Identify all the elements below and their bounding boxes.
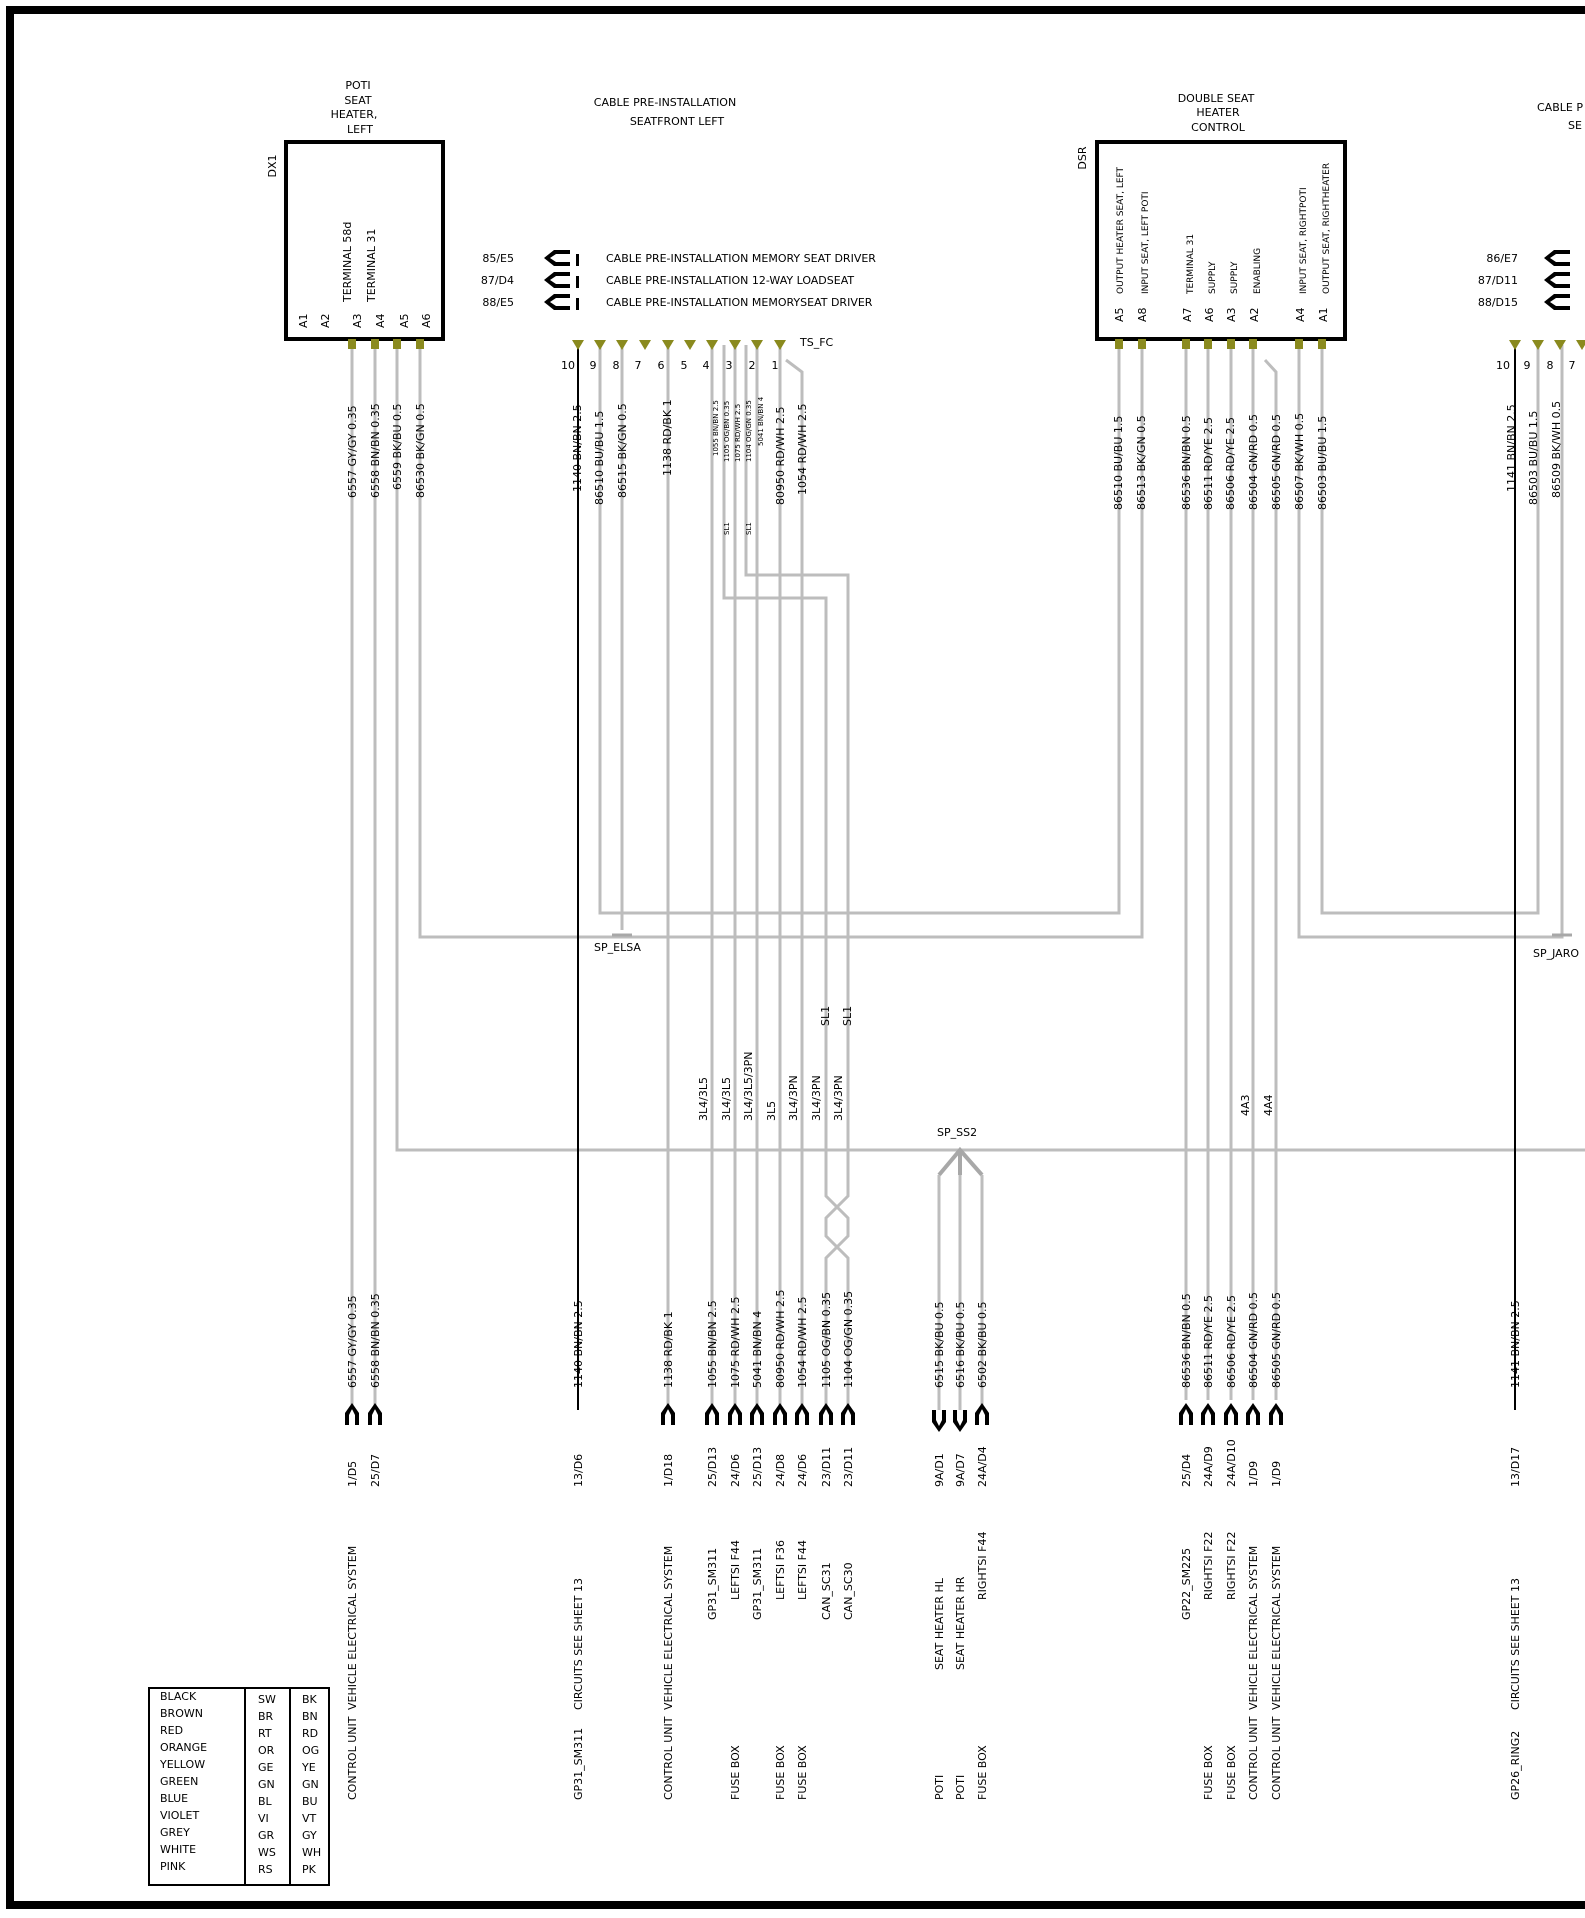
legend-color-name: PINK bbox=[160, 1860, 186, 1873]
dsr-pin-marker bbox=[1318, 339, 1326, 349]
bottom-dest: FUSE BOX bbox=[774, 1745, 787, 1800]
legend-color-name: BLUE bbox=[160, 1792, 189, 1805]
connector-cable-left-1 bbox=[544, 250, 570, 266]
bottom-dest-detail: RIGHTSI F22 bbox=[1202, 1531, 1215, 1600]
right-pin-marker bbox=[1509, 340, 1521, 350]
bottom-ref: 24A/D4 bbox=[976, 1446, 989, 1487]
ts-fc-pin-marker bbox=[572, 340, 584, 350]
wire-label-1140-top: 1140 BN/BN 2.5 bbox=[571, 404, 584, 492]
dsr-func-7: INPUT SEAT, RIGHTPOTI bbox=[1299, 187, 1309, 294]
legend-color-name: WHITE bbox=[160, 1843, 197, 1856]
bottom-wire-label: 1138 RD/BK 1 bbox=[662, 1311, 675, 1388]
wire-label-86511-top: 86511 RD/YE 2.5 bbox=[1202, 417, 1215, 510]
right-pin-7: 7 bbox=[1568, 359, 1576, 372]
bottom-wire-label: 86511 RD/YE 2.5 bbox=[1202, 1295, 1215, 1388]
wire-label-86505-top: 86505 GN/RD 0.5 bbox=[1270, 413, 1283, 510]
connector-0 bbox=[345, 1403, 359, 1425]
legend-german-code: VI bbox=[258, 1812, 269, 1825]
wire-86507-86509-jaro bbox=[1299, 345, 1562, 937]
bottom-dest-detail: CIRCUITS SEE SHEET 13 bbox=[1509, 1578, 1522, 1710]
bottom-wire-label: 6557 GY/GY 0.35 bbox=[346, 1295, 359, 1388]
dsr-pin-marker bbox=[1295, 339, 1303, 349]
cable-right-ref-87-d11: 87/D11 bbox=[1477, 274, 1518, 287]
bottom-dest-detail: CIRCUITS SEE SHEET 13 bbox=[572, 1578, 585, 1710]
ts-pin-10: 10 bbox=[561, 359, 575, 372]
bottom-dest-detail: VEHICLE ELECTRICAL SYSTEM bbox=[662, 1545, 675, 1710]
ts-pin-1: 1 bbox=[771, 359, 779, 372]
bottom-dest: GP26_RING2 bbox=[1509, 1730, 1522, 1800]
dx1-pin-a2: A2 bbox=[319, 313, 332, 328]
cable-ref-text-2: CABLE PRE-INSTALLATION 12-WAY LOADSEAT bbox=[606, 274, 855, 287]
cable-right-ref-88-d15: 88/D15 bbox=[1477, 296, 1518, 309]
bottom-ref: 24/D6 bbox=[729, 1453, 742, 1487]
legend-english-code: BK bbox=[302, 1693, 317, 1706]
cable-left-refs bbox=[481, 252, 876, 309]
connector-cable-right-2 bbox=[1544, 272, 1570, 288]
sl1-top-b: SL1 bbox=[745, 522, 753, 535]
bottom-dest-detail: SEAT HEATER HL bbox=[933, 1578, 946, 1670]
bottom-dest: FUSE BOX bbox=[729, 1745, 742, 1800]
connector-6 bbox=[750, 1403, 764, 1425]
wire-1105 bbox=[724, 362, 848, 1410]
connector-cable-left-3 bbox=[544, 294, 570, 310]
wire-86510-left bbox=[600, 345, 1119, 913]
bottom-wire-label: 1141 BN/BN 2.5 bbox=[1509, 1300, 1522, 1388]
bottom-dest: POTI bbox=[954, 1774, 967, 1800]
bottom-dest: FUSE BOX bbox=[1225, 1745, 1238, 1800]
bottom-dest-detail: LEFTSI F36 bbox=[774, 1540, 787, 1600]
ts-fc-pin-marker bbox=[774, 340, 786, 350]
bottom-wire-label: 86536 BN/BN 0.5 bbox=[1180, 1293, 1193, 1388]
ts-fc-pin-marker bbox=[729, 340, 741, 350]
bottom-dest: CONTROL UNIT bbox=[662, 1716, 675, 1800]
cable-left-title-1: CABLE PRE-INSTALLATION bbox=[593, 96, 737, 109]
right-pin-numbers bbox=[1496, 359, 1576, 372]
ts-pin-7: 7 bbox=[634, 359, 642, 372]
legend-english-code: YE bbox=[302, 1761, 316, 1774]
bottom-wire-label: 6515 BK/BU 0.5 bbox=[933, 1301, 946, 1388]
dx1-title-3: HEATER, bbox=[330, 108, 378, 121]
bottom-ref: 24A/D9 bbox=[1202, 1446, 1215, 1487]
route-label-5: 3L4/3PN bbox=[787, 1075, 800, 1121]
right-pin-9: 9 bbox=[1523, 359, 1531, 372]
dx1-pin-a4: A4 bbox=[374, 313, 387, 328]
bottom-dest-detail: LEFTSI F44 bbox=[729, 1540, 742, 1600]
wire-86505 bbox=[1265, 360, 1276, 1400]
dx1-id: DX1 bbox=[266, 154, 279, 178]
connector-16 bbox=[1224, 1403, 1238, 1425]
wire-label-86510a-top: 86510 BU/BU 1.5 bbox=[593, 410, 606, 505]
bottom-ref: 9A/D7 bbox=[954, 1453, 967, 1487]
connector-12 bbox=[953, 1410, 967, 1432]
legend-color-name: ORANGE bbox=[160, 1741, 208, 1754]
wire-label-1104-small: 1104 OG/GN 0.35 bbox=[745, 400, 753, 462]
bottom-dest: CAN_SC30 bbox=[842, 1562, 855, 1620]
legend-color-name: RED bbox=[160, 1724, 184, 1737]
bottom-dest-detail: VEHICLE ELECTRICAL SYSTEM bbox=[1270, 1545, 1283, 1710]
ts-fc-pin-marker bbox=[684, 340, 696, 350]
bottom-ref: 1/D5 bbox=[346, 1460, 359, 1487]
dsr-pin-a7: A7 bbox=[1181, 307, 1194, 322]
ts-pin-5: 5 bbox=[680, 359, 688, 372]
cable-right-title-2: SE bbox=[1568, 119, 1582, 132]
connector-symbols bbox=[345, 247, 1570, 1432]
dsr-title-3: CONTROL bbox=[1191, 121, 1245, 134]
route-label-4a3: 4A3 bbox=[1239, 1094, 1252, 1116]
right-pin-marker bbox=[1554, 340, 1566, 350]
legend-color-name: BROWN bbox=[160, 1707, 203, 1720]
ts-fc-pin-marker bbox=[616, 340, 628, 350]
wire-label-86509: 86509 BK/WH 0.5 bbox=[1550, 400, 1563, 498]
dsr-func-1: OUTPUT HEATER SEAT, LEFT bbox=[1116, 166, 1126, 294]
cable-preinstallation-right[interactable] bbox=[1478, 101, 1583, 372]
middle-route-labels bbox=[697, 1006, 1275, 1121]
dx1-title-1: POTI bbox=[345, 79, 371, 92]
ts-fc-pin-marker bbox=[639, 340, 651, 350]
bottom-dest-detail: RIGHTSI F44 bbox=[976, 1531, 989, 1600]
dx1-title-2: SEAT bbox=[344, 94, 372, 107]
dsr-pin-a5: A5 bbox=[1113, 307, 1126, 322]
wire-label-6558-top: 6558 BN/BN 0.35 bbox=[369, 403, 382, 498]
right-wire-labels bbox=[1505, 401, 1563, 505]
connector-cable-right-1 bbox=[1544, 250, 1570, 266]
bottom-dest: CONTROL UNIT bbox=[1247, 1716, 1260, 1800]
legend-german-code: RS bbox=[258, 1863, 273, 1876]
dsr-title-2: HEATER bbox=[1196, 106, 1240, 119]
bottom-ref: 23/D11 bbox=[820, 1446, 833, 1487]
bottom-ref: 1/D18 bbox=[662, 1453, 675, 1487]
wire-label-86530-top: 86530 BK/GN 0.5 bbox=[414, 403, 427, 498]
dsr-functions bbox=[1116, 163, 1332, 295]
dsr-func-3: TERMINAL 31 bbox=[1186, 233, 1196, 294]
bottom-dest-detail: RIGHTSI F22 bbox=[1225, 1531, 1238, 1600]
bottom-dest-detail: VEHICLE ELECTRICAL SYSTEM bbox=[346, 1545, 359, 1710]
bottom-wire-label: 86506 RD/YE 2.5 bbox=[1225, 1295, 1238, 1388]
bottom-dest: POTI bbox=[933, 1774, 946, 1800]
bottom-dest-detail: SEAT HEATER HR bbox=[954, 1576, 967, 1670]
wire-label-6559-top: 6559 BK/BU 0.5 bbox=[391, 403, 404, 490]
wire-label-86536-top: 86536 BN/BN 0.5 bbox=[1180, 415, 1193, 510]
cable-preinstallation-left[interactable] bbox=[481, 96, 876, 372]
dsr-func-8: OUTPUT SEAT, RIGHTHEATER bbox=[1322, 162, 1332, 294]
right-pin-marker bbox=[1532, 340, 1544, 350]
ts-fc-label: TS_FC bbox=[800, 336, 834, 349]
component-dsr[interactable] bbox=[1076, 92, 1345, 339]
dsr-pin-a6: A6 bbox=[1203, 307, 1216, 322]
bottom-ref: 25/D4 bbox=[1180, 1453, 1193, 1487]
connector-18 bbox=[1269, 1403, 1283, 1425]
bottom-ref: 25/D7 bbox=[369, 1453, 382, 1487]
bottom-ref: 1/D9 bbox=[1247, 1460, 1260, 1487]
dsr-wire-labels bbox=[1112, 413, 1329, 510]
cable-right-title-1: CABLE P bbox=[1537, 101, 1583, 114]
dx1-pin-marker bbox=[393, 339, 401, 349]
wires bbox=[352, 345, 1585, 1410]
ts-pin-8: 8 bbox=[612, 359, 620, 372]
wire-label-86513: 86513 BK/GN 0.5 bbox=[1135, 415, 1148, 510]
bottom-dest: CONTROL UNIT bbox=[346, 1716, 359, 1800]
ts-fc-pin-marker bbox=[706, 340, 718, 350]
dx1-pin-a1: A1 bbox=[297, 313, 310, 328]
legend-color-name: BLACK bbox=[160, 1690, 197, 1703]
bottom-connections bbox=[346, 1290, 1522, 1800]
ts-pin-6: 6 bbox=[657, 359, 665, 372]
legend-german-code: BR bbox=[258, 1710, 274, 1723]
legend-english-code: GY bbox=[302, 1829, 317, 1842]
legend-english-code: WH bbox=[302, 1846, 322, 1859]
bottom-ref: 23/D11 bbox=[842, 1446, 855, 1487]
wire-label-1105-small: 1105 OG/BN 0.35 bbox=[723, 400, 731, 462]
dsr-func-4: SUPPLY bbox=[1208, 261, 1218, 294]
dsr-pin-marker bbox=[1204, 339, 1212, 349]
dsr-pin-a1: A1 bbox=[1317, 307, 1330, 322]
dx1-title-4: LEFT bbox=[347, 123, 373, 136]
bottom-wire-label: 6558 BN/BN 0.35 bbox=[369, 1293, 382, 1388]
route-label-sl1-a: SL1 bbox=[819, 1005, 832, 1026]
bottom-ref: 25/D13 bbox=[706, 1446, 719, 1487]
dsr-pin-marker bbox=[1227, 339, 1235, 349]
legend-english-code: RD bbox=[302, 1727, 319, 1740]
route-label-1: 3L4/3L5 bbox=[697, 1077, 710, 1121]
route-label-4: 3L5 bbox=[765, 1100, 778, 1121]
dx1-pin-marker bbox=[416, 339, 424, 349]
connector-15 bbox=[1201, 1403, 1215, 1425]
route-label-sl1-b: SL1 bbox=[841, 1005, 854, 1026]
connector-cable-left-2 bbox=[544, 272, 570, 288]
wire-label-86503-right: 86503 BU/BU 1.5 bbox=[1527, 410, 1540, 505]
pin-markers bbox=[348, 339, 1585, 350]
right-pin-10: 10 bbox=[1496, 359, 1510, 372]
connector-17 bbox=[1246, 1403, 1260, 1425]
route-label-3: 3L4/3L5/3PN bbox=[742, 1051, 755, 1121]
bottom-dest: FUSE BOX bbox=[796, 1745, 809, 1800]
bottom-ref: 1/D9 bbox=[1270, 1460, 1283, 1487]
dsr-func-2: INPUT SEAT, LEFT POTI bbox=[1141, 191, 1151, 294]
bottom-dest: GP22_SM225 bbox=[1180, 1547, 1193, 1620]
legend-german-code: RT bbox=[258, 1727, 272, 1740]
legend-german-code: WS bbox=[258, 1846, 276, 1859]
bottom-wire-label: 80950 RD/WH 2.5 bbox=[774, 1289, 787, 1388]
wire-label-86510-dsr: 86510 BU/BU 1.5 bbox=[1112, 415, 1125, 510]
route-label-6: 3L4/3PN bbox=[810, 1075, 823, 1121]
wire-label-80950-top: 80950 RD/WH 2.5 bbox=[774, 406, 787, 505]
connector-11 bbox=[932, 1410, 946, 1432]
right-pin-marker bbox=[1576, 340, 1585, 350]
wire-label-1075-small: 1075 RD/WH 2.5 bbox=[734, 403, 742, 462]
dx1-pin-a5: A5 bbox=[398, 313, 411, 328]
dsr-pin-a2: A2 bbox=[1248, 307, 1261, 322]
bottom-dest: GP31_SM311 bbox=[751, 1547, 764, 1620]
dsr-pin-marker bbox=[1249, 339, 1257, 349]
dsr-pin-a3: A3 bbox=[1225, 307, 1238, 322]
wire-label-1138-top: 1138 RD/BK 1 bbox=[661, 399, 674, 476]
splice-sp-elsa: SP_ELSA bbox=[594, 941, 641, 954]
bottom-dest: FUSE BOX bbox=[976, 1745, 989, 1800]
dx1-pin-marker bbox=[348, 339, 356, 349]
color-legend bbox=[149, 1688, 329, 1885]
wire-label-6557-top: 6557 GY/GY 0.35 bbox=[346, 405, 359, 498]
bottom-ref: 24/D8 bbox=[774, 1453, 787, 1487]
bottom-ref: 13/D17 bbox=[1509, 1446, 1522, 1487]
ts-pin-4: 4 bbox=[702, 359, 710, 372]
legend-color-name: VIOLET bbox=[160, 1809, 200, 1822]
bottom-ref: 9A/D1 bbox=[933, 1453, 946, 1487]
cable-ref-87-d4: 87/D4 bbox=[480, 274, 514, 287]
sheet-frame bbox=[10, 10, 1585, 1905]
wire-label-86504-top: 86504 GN/RD 0.5 bbox=[1247, 413, 1260, 510]
legend-english-code: PK bbox=[302, 1863, 316, 1876]
bottom-dest: CONTROL UNIT bbox=[1270, 1716, 1283, 1800]
dsr-id: DSR bbox=[1076, 146, 1089, 170]
bottom-dest: CAN_SC31 bbox=[820, 1562, 833, 1620]
bottom-wire-label: 6502 BK/BU 0.5 bbox=[976, 1301, 989, 1388]
cable-ref-85-e5: 85/E5 bbox=[482, 252, 514, 265]
wire-label-86506-top: 86506 RD/YE 2.5 bbox=[1224, 417, 1237, 510]
ts-fc-pin-marker bbox=[751, 340, 763, 350]
component-dx1[interactable] bbox=[266, 79, 443, 339]
bottom-wire-label: 86505 GN/RD 0.5 bbox=[1270, 1291, 1283, 1388]
wire-label-86503-dsr: 86503 BU/BU 1.5 bbox=[1316, 415, 1329, 510]
dx1-pin-a6: A6 bbox=[420, 313, 433, 328]
bottom-dest: GP31_SM311 bbox=[572, 1727, 585, 1800]
connector-1 bbox=[368, 1403, 382, 1425]
bottom-dest-detail: VEHICLE ELECTRICAL SYSTEM bbox=[1247, 1545, 1260, 1710]
bottom-ref: 24A/D10 bbox=[1225, 1439, 1238, 1487]
splice-sp-ss2: SP_SS2 bbox=[937, 1126, 978, 1139]
legend-english-code: BU bbox=[302, 1795, 318, 1808]
bottom-wire-label: 5041 BN/BN 4 bbox=[751, 1310, 764, 1388]
bottom-ref: 13/D6 bbox=[572, 1453, 585, 1487]
legend-english-code: VT bbox=[302, 1812, 317, 1825]
legend-english-code: BN bbox=[302, 1710, 318, 1723]
connector-13 bbox=[975, 1403, 989, 1425]
legend-english-code: GN bbox=[302, 1778, 319, 1791]
ts-fc-pin-marker bbox=[662, 340, 674, 350]
legend-color-name: YELLOW bbox=[160, 1758, 206, 1771]
legend-german-code: GR bbox=[258, 1829, 275, 1842]
dx1-func-terminal-58d: TERMINAL 58d bbox=[341, 221, 354, 302]
bottom-dest-detail: LEFTSI F44 bbox=[796, 1540, 809, 1600]
cable-ref-text-1: CABLE PRE-INSTALLATION MEMORY SEAT DRIVER bbox=[606, 252, 876, 265]
bottom-wire-label: 86504 GN/RD 0.5 bbox=[1247, 1291, 1260, 1388]
dx1-pin-a3: A3 bbox=[351, 313, 364, 328]
cable-right-ref-86-e7: 86/E7 bbox=[1486, 252, 1518, 265]
dsr-pin-a4: A4 bbox=[1294, 307, 1307, 322]
bottom-wire-label: 1104 OG/GN 0.35 bbox=[842, 1290, 855, 1388]
cable-ref-88-e5: 88/E5 bbox=[482, 296, 514, 309]
bottom-wire-label: 1055 BN/BN 2.5 bbox=[706, 1300, 719, 1388]
connector-7 bbox=[773, 1403, 787, 1425]
legend-german-code: OR bbox=[258, 1744, 275, 1757]
cable-ref-text-3: CABLE PRE-INSTALLATION MEMORYSEAT DRIVER bbox=[606, 296, 873, 309]
wire-label-86515-top: 86515 BK/GN 0.5 bbox=[616, 403, 629, 498]
bottom-ref: 24/D6 bbox=[796, 1453, 809, 1487]
route-label-4a4: 4A4 bbox=[1262, 1094, 1275, 1116]
dsr-pin-marker bbox=[1182, 339, 1190, 349]
route-label-7: 3L4/3PN bbox=[832, 1075, 845, 1121]
legend-color-name: GREEN bbox=[160, 1775, 199, 1788]
legend-german-code: SW bbox=[258, 1693, 276, 1706]
connector-8 bbox=[795, 1403, 809, 1425]
legend-color-name: GREY bbox=[160, 1826, 190, 1839]
ts-pin-9: 9 bbox=[589, 359, 597, 372]
right-pin-8: 8 bbox=[1546, 359, 1554, 372]
legend-english-code: OG bbox=[302, 1744, 320, 1757]
ts-fc-pin-marker bbox=[594, 340, 606, 350]
connector-3 bbox=[661, 1403, 675, 1425]
sl1-top-a: SL1 bbox=[723, 522, 731, 535]
splice-sp-jaro: SP_JARO bbox=[1533, 947, 1579, 960]
connector-9 bbox=[819, 1403, 833, 1425]
dsr-pins bbox=[1113, 307, 1330, 322]
wire-label-86507: 86507 BK/WH 0.5 bbox=[1293, 412, 1306, 510]
connector-4 bbox=[705, 1403, 719, 1425]
connector-cable-right-3 bbox=[1544, 294, 1570, 310]
bottom-dest: GP31_SM311 bbox=[706, 1547, 719, 1620]
legend-german-code: GN bbox=[258, 1778, 275, 1791]
connector-14 bbox=[1179, 1403, 1193, 1425]
bottom-wire-label: 1105 OG/BN 0.35 bbox=[820, 1291, 833, 1388]
bottom-wire-label: 1054 RD/WH 2.5 bbox=[796, 1296, 809, 1388]
ts-pin-2: 2 bbox=[748, 359, 756, 372]
bottom-wire-label: 1075 RD/WH 2.5 bbox=[729, 1296, 742, 1388]
dsr-title-1: DOUBLE SEAT bbox=[1177, 92, 1255, 105]
dx1-pins bbox=[297, 313, 433, 328]
dsr-pin-marker bbox=[1138, 339, 1146, 349]
legend-german-code: BL bbox=[258, 1795, 272, 1808]
dsr-func-5: SUPPLY bbox=[1230, 261, 1240, 294]
dsr-pin-marker bbox=[1115, 339, 1123, 349]
connector-10 bbox=[841, 1403, 855, 1425]
bottom-ref: 25/D13 bbox=[751, 1446, 764, 1487]
route-label-2: 3L4/3L5 bbox=[720, 1077, 733, 1121]
wire-label-1141-top: 1141 BN/BN 2.5 bbox=[1505, 404, 1518, 492]
legend-german-code: GE bbox=[258, 1761, 274, 1774]
dx1-func-terminal-31: TERMINAL 31 bbox=[365, 228, 378, 302]
wire-label-5041-small: 5041 BN/BN 4 bbox=[757, 396, 765, 446]
wire-label-1054-top: 1054 RD/WH 2.5 bbox=[796, 403, 809, 495]
ts-pin-3: 3 bbox=[725, 359, 733, 372]
cable-left-title-2: SEATFRONT LEFT bbox=[629, 115, 725, 128]
dx1-pin-marker bbox=[371, 339, 379, 349]
dsr-pin-a8: A8 bbox=[1136, 307, 1149, 322]
connector-5 bbox=[728, 1403, 742, 1425]
dsr-func-6: ENABLING bbox=[1253, 247, 1263, 294]
bottom-wire-label: 6516 BK/BU 0.5 bbox=[954, 1301, 967, 1388]
bottom-wire-label: 1140 BN/BN 2.5 bbox=[572, 1300, 585, 1388]
bottom-dest: FUSE BOX bbox=[1202, 1745, 1215, 1800]
wire-1054 bbox=[786, 360, 802, 1410]
wire-label-1055-small: 1055 BN/BN 2.5 bbox=[712, 400, 720, 456]
